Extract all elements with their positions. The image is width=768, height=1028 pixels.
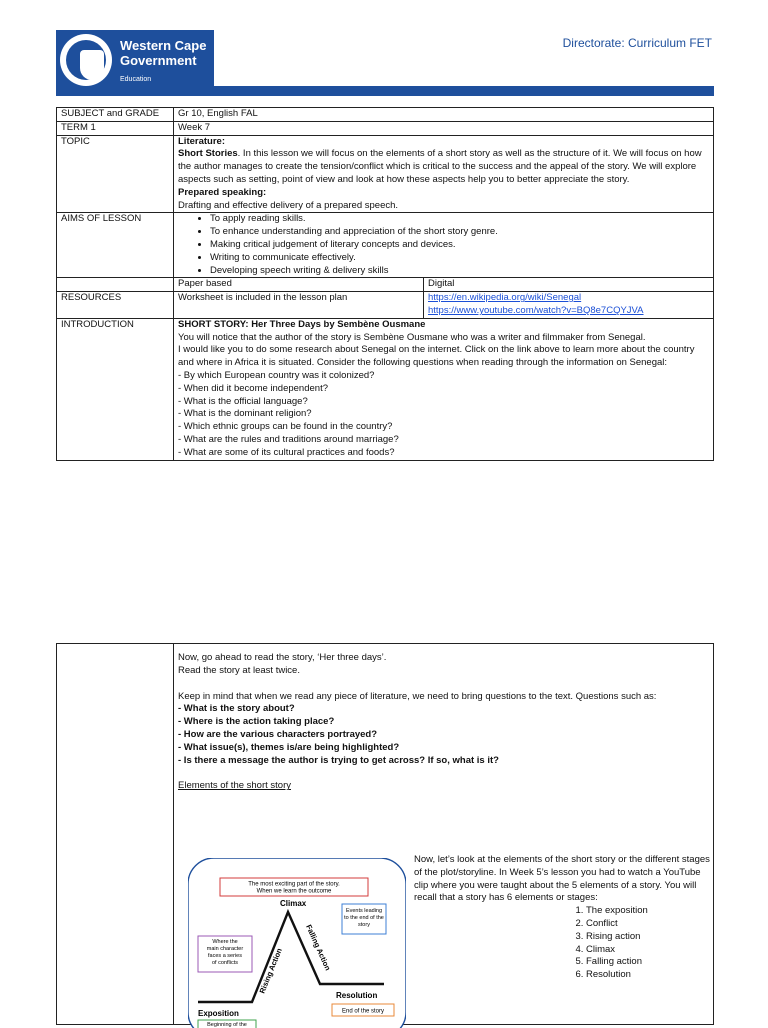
term-label: TERM 1 (57, 121, 174, 135)
plot-structure-diagram (188, 858, 406, 1028)
introduction-label: INTRODUCTION (57, 318, 174, 460)
lesson-continuation-table (56, 643, 714, 1028)
elements-explanation (414, 854, 714, 982)
resources-label: RESOURCES (57, 292, 174, 319)
page-header (0, 0, 768, 100)
empty-cell (57, 278, 174, 292)
intro-heading: SHORT STORY: Her Three Days by Sembène Ousmane (178, 318, 426, 330)
term-row (57, 121, 714, 135)
intro-question: - What is the dominant religion? (178, 408, 312, 420)
aims-list (178, 213, 709, 277)
question-item: - What issue(s), themes is/are being highlighted? (178, 741, 400, 753)
logo-line1: Western Cape (120, 38, 207, 53)
directorate-title: Directorate: Curriculum FET (562, 36, 712, 50)
aims-label: AIMS OF LESSON (57, 213, 174, 278)
term-value: Week 7 (174, 121, 714, 135)
aims-content (174, 213, 714, 278)
resource-type-row (57, 278, 714, 292)
falling-note-3: story (358, 922, 370, 928)
stage-item: 1. The exposition (586, 905, 714, 918)
coat-of-arms-icon (60, 34, 112, 86)
resolution-label: Resolution (336, 991, 378, 1000)
reading-row (57, 644, 714, 1025)
intro-question: - What is the official language? (178, 395, 308, 407)
stage-item: 6. Resolution (586, 969, 714, 982)
intro-paragraph: You will notice that the author of the story is Sembène Ousmane who was a writer and filmmaker from Senegal. (178, 331, 646, 343)
reading-content (174, 644, 714, 1028)
aim-item: • Making critical judgement of literary concepts and devices. (210, 239, 709, 252)
topic-label: TOPIC (57, 135, 174, 213)
elements-explanation-text: Now, let’s look at the elements of the short story or the different stages of the plot/storyline. In Week 5’s lesson you had to watch a YouTube clip where you were taught about the 5 elements of a story. You will recall that a story has 6 elements or stages: (414, 854, 710, 904)
topic-content (174, 135, 714, 213)
intro-question: - When did it become independent? (178, 382, 328, 394)
questions-intro: Keep in mind that when we read any piece of literature, we need to bring questions to the text. Questions such as: (178, 690, 657, 702)
elements-heading: Elements of the short story (178, 780, 291, 792)
topic-literature-heading: Literature: (178, 135, 225, 147)
wikipedia-link[interactable]: https://en.wikipedia.org/wiki/Senegal (428, 292, 582, 304)
introduction-row (57, 318, 714, 460)
intro-question: - What are the rules and traditions around marriage? (178, 433, 399, 445)
resources-digital (424, 292, 714, 319)
paper-based-heading: Paper based (174, 278, 424, 292)
rising-action-label: Rising Action (257, 946, 284, 995)
lesson-plan-table (56, 107, 714, 461)
falling-note-2: to the end of the (344, 915, 384, 921)
topic-short-stories-text: . In this lesson we will focus on the elements of a short story as well as the structure of it. We will focus on how the author manages to create the tension/conflict which is critical to the success and the appeal of the story. We will explore aspects such as setting, point of view and look at how these aspects help you to better appreciate the story. (178, 148, 702, 185)
climax-note-2: When we learn the outcome (256, 888, 332, 895)
exposition-label: Exposition (198, 1009, 239, 1018)
aim-item: • Developing speech writing & delivery skills (210, 265, 709, 278)
stage-item: 4. Climax (586, 944, 714, 957)
question-item: - How are the various characters portrayed? (178, 728, 378, 740)
stages-list (414, 905, 714, 982)
resolution-note: End of the story (341, 1008, 385, 1015)
climax-note-1: The most exciting part of the story. (248, 881, 340, 888)
wcg-logo (56, 30, 214, 90)
stage-item: 2. Conflict (586, 918, 714, 931)
aims-row (57, 213, 714, 278)
rising-note-1: Where the (212, 939, 238, 945)
topic-prepared-text: Drafting and effective delivery of a prepared speech. (178, 199, 399, 211)
rising-note-3: faces a series (208, 953, 242, 959)
intro-question: - What are some of its cultural practices and foods? (178, 446, 395, 458)
empty-label-cell (57, 644, 174, 1025)
subject-value: Gr 10, English FAL (174, 108, 714, 122)
question-item: - What is the story about? (178, 703, 295, 715)
intro-question: - Which ethnic groups can be found in the country? (178, 421, 393, 433)
topic-prepared-heading: Prepared speaking: (178, 186, 267, 198)
stage-item: 5. Falling action (586, 956, 714, 969)
rising-note-2: main character (206, 946, 244, 952)
topic-row (57, 135, 714, 213)
youtube-link[interactable]: https://www.youtube.com/watch?v=BQ8e7CQYJVA (428, 304, 644, 316)
climax-label: Climax (280, 899, 307, 908)
header-divider (56, 86, 714, 96)
logo-sub: Education (120, 76, 152, 83)
aim-item: • To enhance understanding and appreciation of the short story genre. (210, 226, 709, 239)
stage-item: 3. Rising action (586, 931, 714, 944)
aim-item: • To apply reading skills. (210, 213, 709, 226)
resources-row (57, 292, 714, 319)
intro-paragraph: I would like you to do some research about Senegal on the internet. Click on the link above to learn more about the country and where in Africa it is situated. Consider the following questions when reading through the information on Senegal: (178, 344, 695, 369)
digital-heading: Digital (424, 278, 714, 292)
aim-item: • Writing to communicate effectively. (210, 252, 709, 265)
intro-question: - By which European country was it colonized? (178, 369, 375, 381)
read-instruction: Now, go ahead to read the story, ‘Her three days’. (178, 652, 387, 663)
topic-short-stories: Short Stories (178, 148, 238, 160)
introduction-content (174, 318, 714, 460)
rising-note-4: of conflicts (212, 960, 238, 966)
subject-label: SUBJECT and GRADE (57, 108, 174, 122)
exposition-note-1: Beginning of the (207, 1022, 247, 1028)
resources-paper: Worksheet is included in the lesson plan (174, 292, 424, 319)
logo-line2: Government (120, 53, 197, 68)
falling-note-1: Events leading (345, 908, 383, 914)
question-item: - Where is the action taking place? (178, 716, 335, 728)
question-item: - Is there a message the author is trying to get across? If so, what is it? (178, 754, 499, 766)
subject-row (57, 108, 714, 122)
read-twice: Read the story at least twice. (178, 664, 300, 676)
falling-action-label: Falling Action (304, 923, 333, 972)
